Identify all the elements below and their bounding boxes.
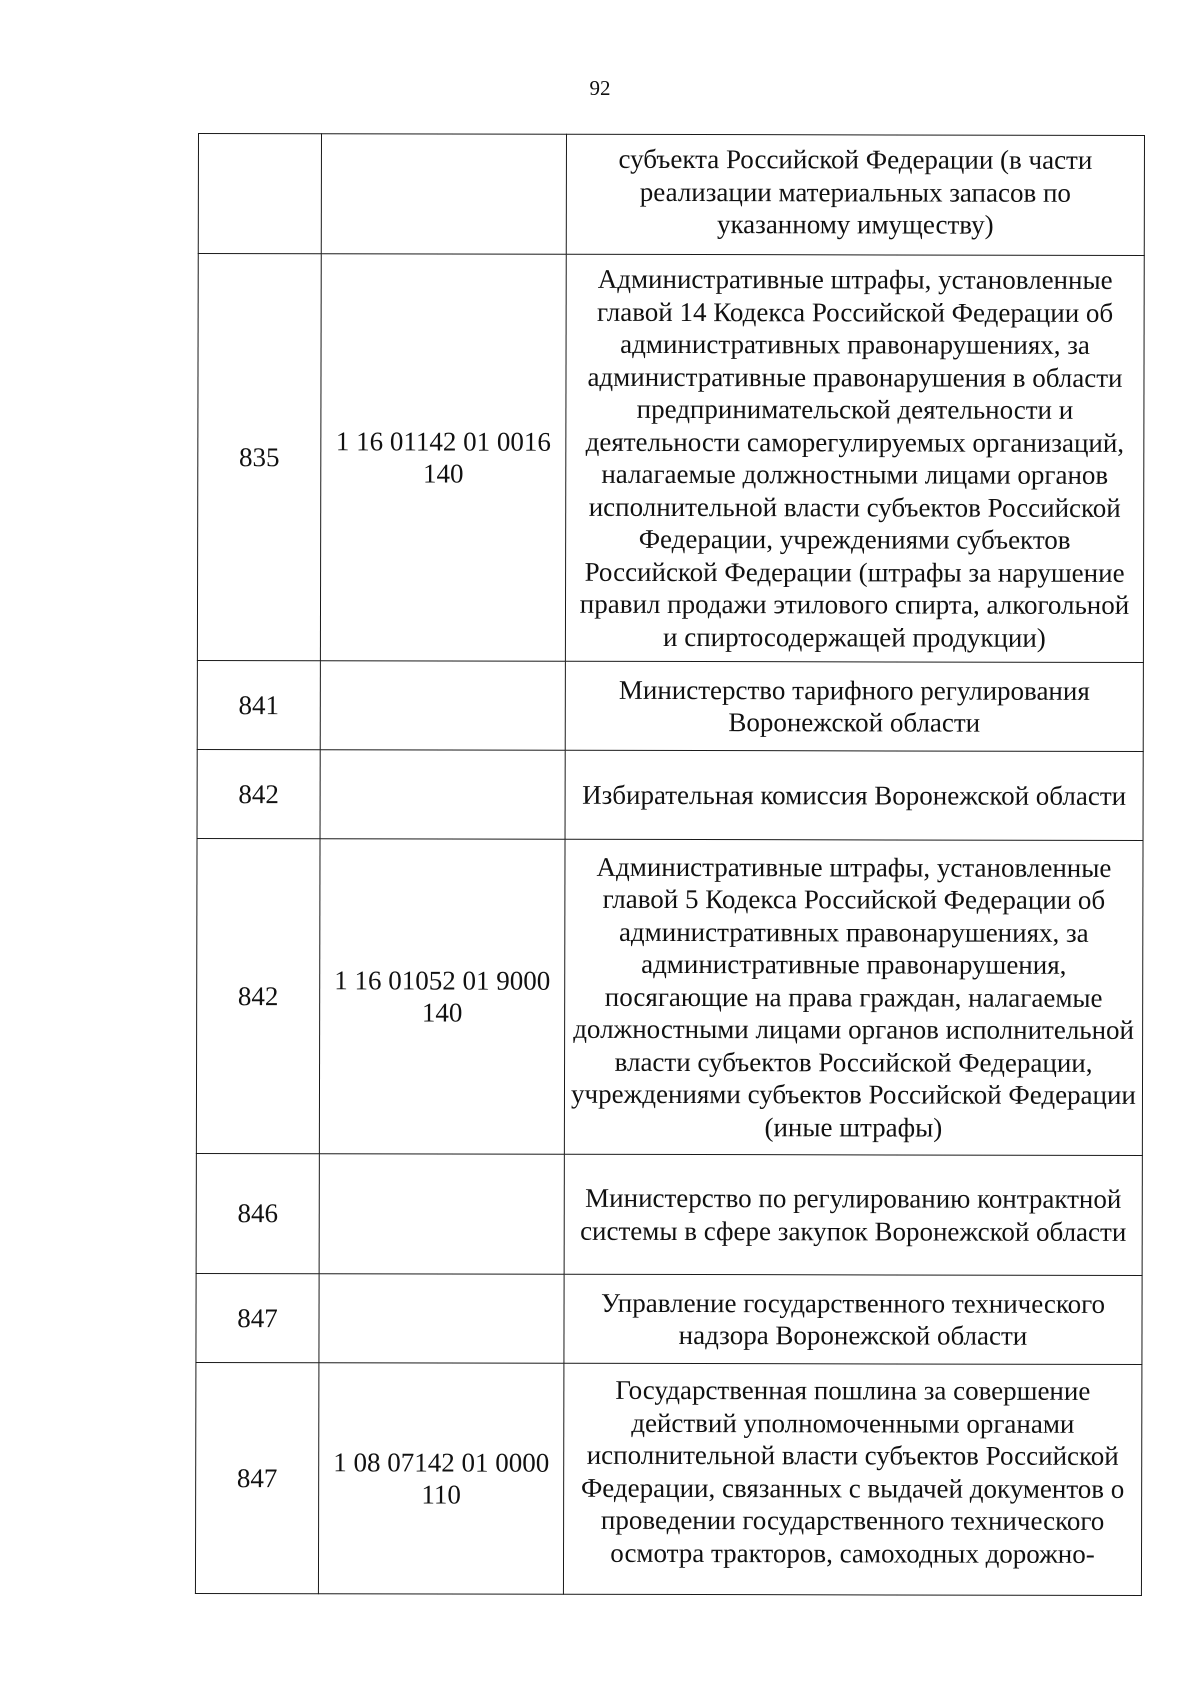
kbk-code-cell — [319, 1154, 564, 1275]
description-cell: субъекта Российской Федерации (в части реализации материальных запасов по указанному имуществу) — [566, 134, 1144, 255]
description-cell: Избирательная комиссия Воронежской области — [565, 750, 1143, 840]
kbk-code-cell — [319, 1274, 564, 1364]
admin-code-cell: 842 — [196, 838, 320, 1153]
kbk-code-cell — [320, 661, 565, 751]
admin-code-cell: 847 — [195, 1362, 318, 1593]
kbk-code-cell — [320, 750, 565, 840]
table-row — [198, 134, 1144, 256]
page-number: 92 — [589, 76, 611, 100]
description-cell: Управление государственного технического надзора Воронежской области — [564, 1274, 1142, 1364]
table-row — [195, 1362, 1141, 1595]
table-row — [197, 749, 1143, 840]
kbk-code-cell: 1 16 01142 01 0016 140 — [320, 254, 566, 662]
description-cell: Государственная пошлина за совершение действий уполномоченными органами исполнительной власти субъектов Российской Федерации, связанных с выдачей документов о проведении государственного технического осмотра тракторов, самоходных дорожно- — [563, 1363, 1141, 1595]
description-cell: Административные штрафы, установленные главой 5 Кодекса Российской Федерации об административных правонарушениях, за административные правонарушения, посягающие на права граждан, налагаемые должностными лицами органов исполнительной власти субъектов Российской Федерации, учреждениями субъектов Российской Федерации (иные штрафы) — [564, 839, 1143, 1155]
admin-code-cell: 847 — [196, 1273, 319, 1362]
table-row — [197, 660, 1143, 751]
admin-code-cell: 846 — [196, 1153, 319, 1273]
description-cell: Министерство по регулированию контрактной системы в сфере закупок Воронежской области — [564, 1154, 1142, 1275]
kbk-code-cell: 1 08 07142 01 0000 110 — [318, 1363, 563, 1595]
description-cell: Административные штрафы, установленные главой 14 Кодекса Российской Федерации об административных правонарушениях, за административные правонарушения в области предпринимательской деятельности и деятельности саморегулируемых организаций, налагаемые должностными лицами органов исполнительной власти субъектов Российской Федерации, учреждениями субъектов Российской Федерации (штрафы за нарушение правил продажи этилового спирта, алкогольной и спиртосодержащей продукции) — [565, 254, 1144, 662]
kbk-code-cell: 1 16 01052 01 9000 140 — [319, 839, 565, 1155]
kbk-code-cell — [321, 134, 566, 255]
admin-code-cell: 841 — [197, 660, 320, 749]
admin-code-cell — [198, 134, 321, 254]
table-row — [196, 838, 1143, 1155]
table-row — [196, 1153, 1142, 1275]
table-row — [196, 1273, 1142, 1364]
admin-code-cell: 842 — [197, 749, 320, 838]
admin-code-cell: 835 — [197, 254, 321, 661]
budget-classification-table — [195, 133, 1145, 1596]
description-cell: Министерство тарифного регулирования Воронежской области — [565, 661, 1143, 751]
table-row — [197, 254, 1144, 663]
